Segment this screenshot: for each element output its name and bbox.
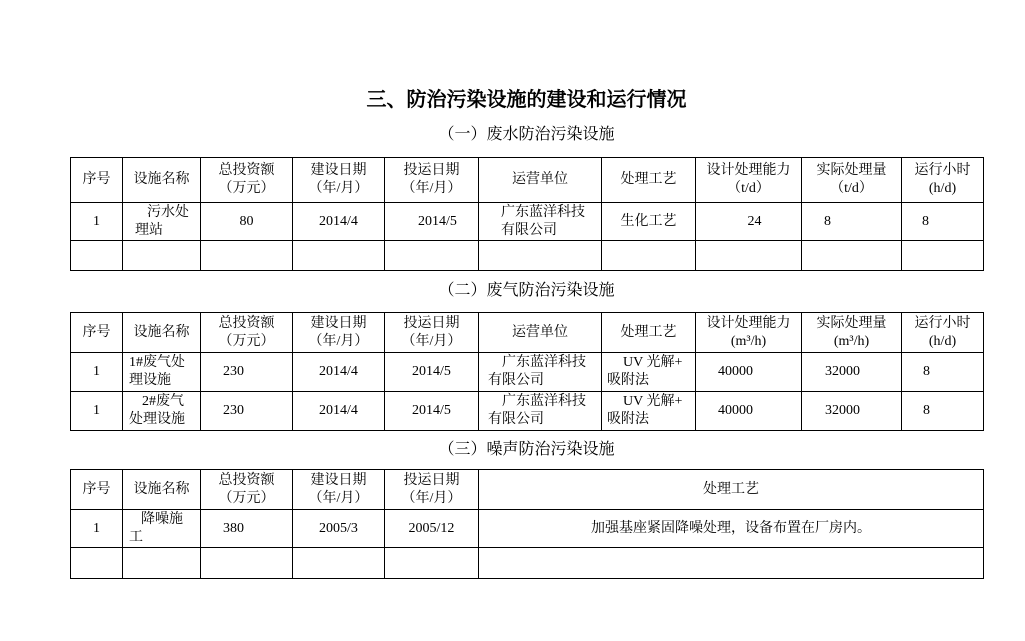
cell-serial-number: 1 xyxy=(71,353,123,392)
header-operation-date: 投运日期 （年/月） xyxy=(385,158,479,203)
header-facility-name: 设施名称 xyxy=(123,158,201,203)
cell-design-capacity: 24 xyxy=(696,203,802,241)
cell-operation-date: 2014/5 xyxy=(385,203,479,241)
empty-cell xyxy=(902,241,984,271)
cell-operator: 广东蓝洋科技 有限公司 xyxy=(479,392,602,431)
empty-cell xyxy=(71,548,123,579)
empty-cell xyxy=(602,241,696,271)
page-title: 三、防治污染设施的建设和运行情况 xyxy=(366,89,687,111)
header-serial-number: 序号 xyxy=(71,158,123,203)
cell-serial-number: 1 xyxy=(71,392,123,431)
header-construction-date: 建设日期 （年/月） xyxy=(293,313,385,353)
noise-table xyxy=(70,469,984,579)
cell-serial-number: 1 xyxy=(71,510,123,548)
cell-process: UV 光解+ 吸附法 xyxy=(602,353,696,392)
header-design-capacity: 设计处理能力 （t/d） xyxy=(696,158,802,203)
header-total-investment: 总投资额 （万元） xyxy=(201,158,293,203)
cell-design-capacity: 40000 xyxy=(696,353,802,392)
table-row xyxy=(71,510,984,548)
exhaust-heading: （二）废气防治污染设施 xyxy=(438,282,615,299)
empty-cell xyxy=(123,241,201,271)
cell-construction-date: 2014/4 xyxy=(293,353,385,392)
empty-cell xyxy=(201,548,293,579)
cell-operating-hours: 8 xyxy=(902,353,984,392)
cell-construction-date: 2014/4 xyxy=(293,203,385,241)
cell-actual-volume: 32000 xyxy=(802,353,902,392)
header-row xyxy=(71,158,984,203)
header-serial-number: 序号 xyxy=(71,470,123,510)
header-facility-name: 设施名称 xyxy=(123,470,201,510)
empty-cell xyxy=(385,241,479,271)
empty-cell xyxy=(802,241,902,271)
cell-construction-date: 2005/3 xyxy=(293,510,385,548)
header-process: 处理工艺 xyxy=(479,470,984,510)
cell-facility-name: 降噪施 工 xyxy=(123,510,201,548)
wastewater-heading: （一）废水防治污染设施 xyxy=(438,126,615,143)
exhaust-table xyxy=(70,312,984,431)
header-facility-name: 设施名称 xyxy=(123,313,201,353)
cell-facility-name: 污水处 理站 xyxy=(123,203,201,241)
cell-process: UV 光解+ 吸附法 xyxy=(602,392,696,431)
header-design-capacity: 设计处理能力 (m³/h) xyxy=(696,313,802,353)
header-operator: 运营单位 xyxy=(479,158,602,203)
cell-total-investment: 230 xyxy=(201,353,293,392)
empty-cell xyxy=(696,241,802,271)
cell-total-investment: 230 xyxy=(201,392,293,431)
header-row xyxy=(71,313,984,353)
cell-facility-name: 1#废气处 理设施 xyxy=(123,353,201,392)
header-actual-volume: 实际处理量 （t/d） xyxy=(802,158,902,203)
header-operator: 运营单位 xyxy=(479,313,602,353)
table-row xyxy=(71,392,984,431)
noise-heading: （三）噪声防治污染设施 xyxy=(438,441,615,458)
empty-cell xyxy=(479,548,984,579)
header-row xyxy=(71,470,984,510)
table-row xyxy=(71,353,984,392)
empty-cell xyxy=(201,241,293,271)
cell-total-investment: 380 xyxy=(201,510,293,548)
empty-cell xyxy=(385,548,479,579)
header-total-investment: 总投资额 （万元） xyxy=(201,470,293,510)
header-process: 处理工艺 xyxy=(602,313,696,353)
header-serial-number: 序号 xyxy=(71,313,123,353)
cell-serial-number: 1 xyxy=(71,203,123,241)
cell-construction-date: 2014/4 xyxy=(293,392,385,431)
table-row xyxy=(71,203,984,241)
empty-cell xyxy=(479,241,602,271)
empty-cell xyxy=(71,241,123,271)
empty-cell xyxy=(293,241,385,271)
header-operation-date: 投运日期 （年/月） xyxy=(385,470,479,510)
empty-cell xyxy=(123,548,201,579)
cell-process: 加强基座紧固降噪处理，设备布置在厂房内。 xyxy=(479,510,984,548)
header-operating-hours: 运行小时 (h/d) xyxy=(902,158,984,203)
header-construction-date: 建设日期 （年/月） xyxy=(293,158,385,203)
cell-process: 生化工艺 xyxy=(602,203,696,241)
empty-row xyxy=(71,548,984,579)
cell-design-capacity: 40000 xyxy=(696,392,802,431)
cell-operator: 广东蓝洋科技 有限公司 xyxy=(479,353,602,392)
header-operating-hours: 运行小时 (h/d) xyxy=(902,313,984,353)
header-construction-date: 建设日期 （年/月） xyxy=(293,470,385,510)
cell-operating-hours: 8 xyxy=(902,203,984,241)
empty-row xyxy=(71,241,984,271)
empty-cell xyxy=(293,548,385,579)
cell-actual-volume: 8 xyxy=(802,203,902,241)
cell-operation-date: 2014/5 xyxy=(385,353,479,392)
cell-operator: 广东蓝洋科技 有限公司 xyxy=(479,203,602,241)
cell-total-investment: 80 xyxy=(201,203,293,241)
header-process: 处理工艺 xyxy=(602,158,696,203)
cell-operation-date: 2005/12 xyxy=(385,510,479,548)
wastewater-table xyxy=(70,157,984,271)
cell-operation-date: 2014/5 xyxy=(385,392,479,431)
cell-facility-name: 2#废气 处理设施 xyxy=(123,392,201,431)
header-total-investment: 总投资额 （万元） xyxy=(201,313,293,353)
header-operation-date: 投运日期 （年/月） xyxy=(385,313,479,353)
cell-operating-hours: 8 xyxy=(902,392,984,431)
header-actual-volume: 实际处理量 (m³/h) xyxy=(802,313,902,353)
cell-actual-volume: 32000 xyxy=(802,392,902,431)
